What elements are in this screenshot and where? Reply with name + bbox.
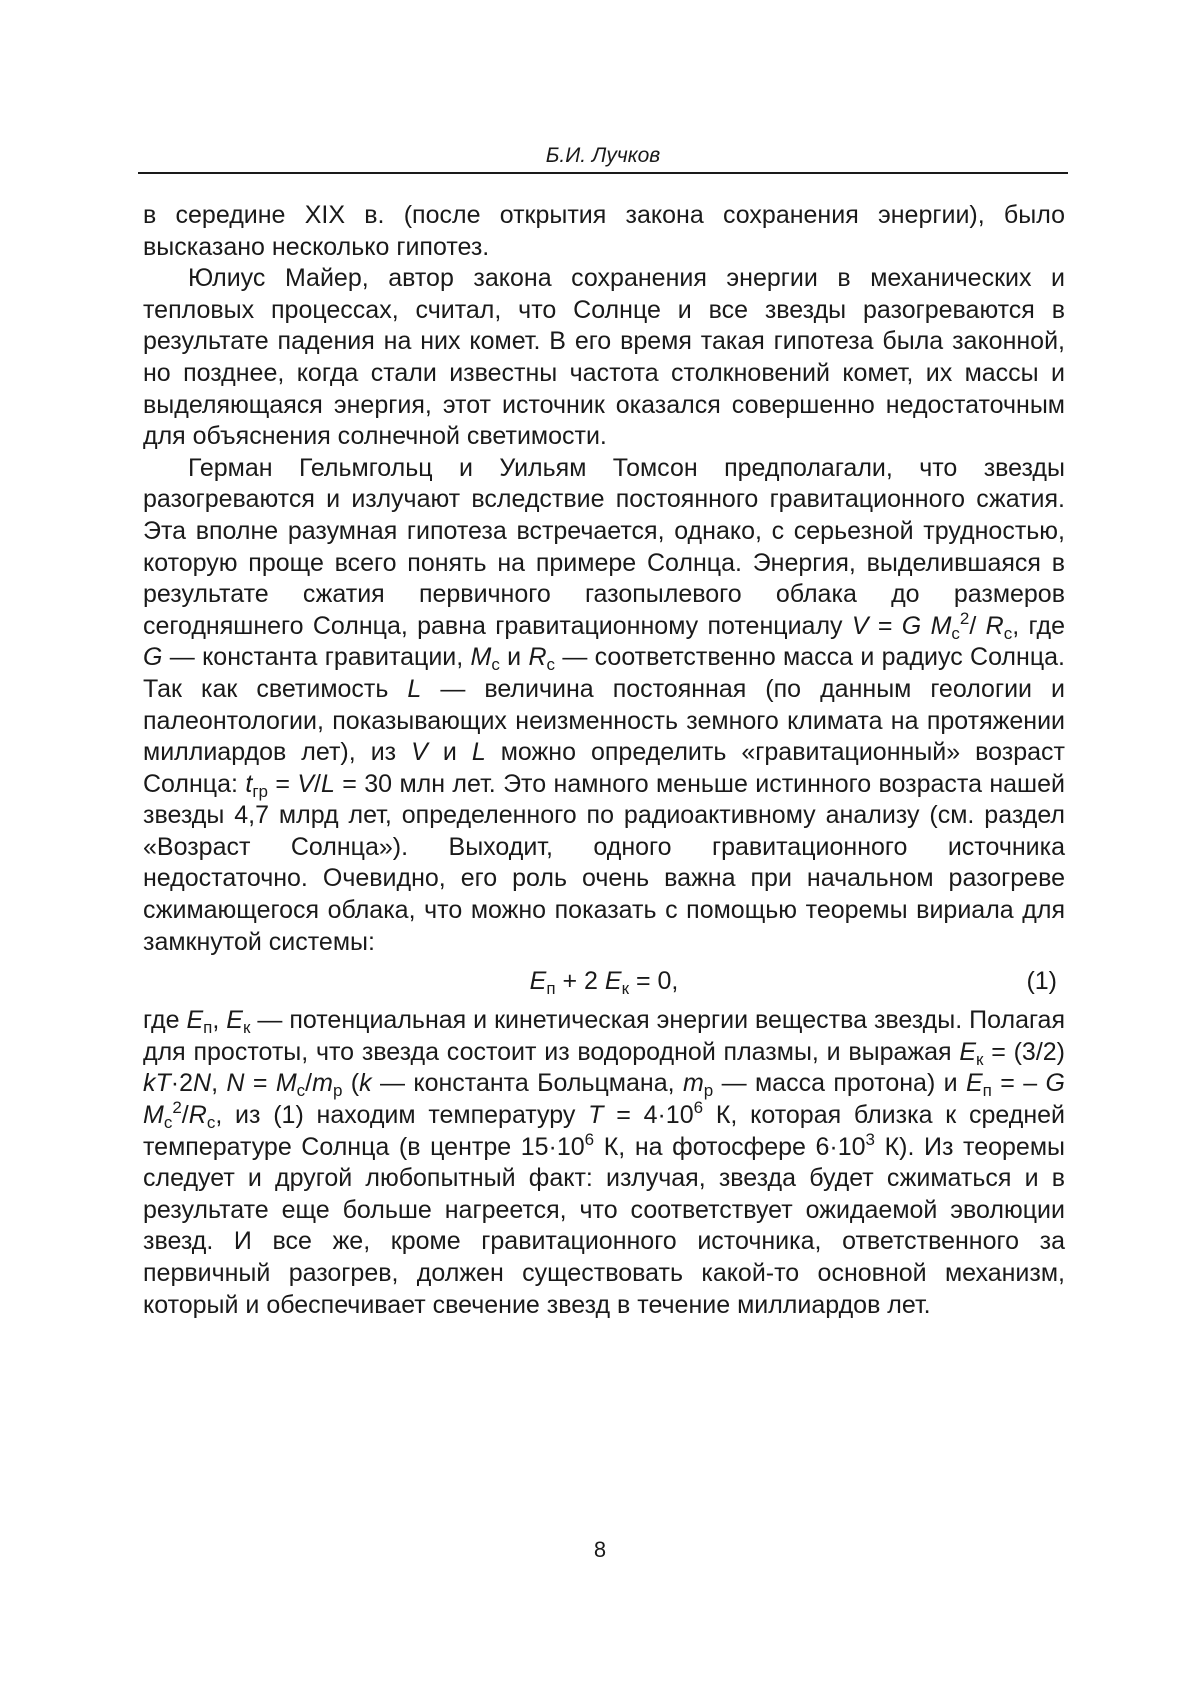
text-run: где xyxy=(143,1006,187,1035)
math-symbol: L xyxy=(407,674,422,703)
math-symbol: V xyxy=(297,769,315,798)
math-operator: + 2 xyxy=(555,967,605,996)
math-subscript: п xyxy=(546,979,556,998)
equation-expression xyxy=(143,958,1065,1005)
math-subscript: к xyxy=(976,1049,984,1069)
math-symbol: t xyxy=(245,769,253,798)
text-run: Герман Гельмгольц и Уильям Томсон предполагали, что звезды разогреваются и излучают вследствие постоянного гравитационного сжатия. Эта вполне разумная гипотеза встречается, однако, с серьезной трудностью, которую проще всего понять на примере Солнца. Энергия, выделившаяся в результате сжатия первичного газопылевого облака до размеров сегодняшнего Солнца, равна гравитационному потенциалу xyxy=(143,453,1065,640)
math-symbol: E xyxy=(965,1069,983,1098)
math-symbol: L xyxy=(320,769,335,798)
paragraph-1 xyxy=(143,200,1065,263)
text-run: — константа гравитации, xyxy=(162,643,471,672)
math-symbol: L xyxy=(471,738,486,767)
page-number: 8 xyxy=(593,1537,607,1562)
equation-1 xyxy=(143,958,1065,1005)
math-symbol: E xyxy=(604,967,622,996)
punctuation: , xyxy=(215,1101,223,1130)
math-subscript: p xyxy=(703,1081,714,1101)
text-run: К). Из теоремы следует и другой любопытный факт: излучая, звезда будет сжиматься и в результате еще больше нагреется, что соответствует ожидаемой эволюции звезд. И все же, кроме гравитационного источника, ответственного за первичный разогрев, должен существовать какой-то основной механизм, который и обеспечивает свечение звезд в течение миллиардов лет. xyxy=(143,1132,1065,1319)
math-symbol: V xyxy=(411,738,428,767)
math-subscript: с xyxy=(163,1112,173,1132)
math-symbol: M xyxy=(470,643,492,672)
math-symbol: R xyxy=(528,643,547,672)
paragraph-4 xyxy=(143,1005,1065,1321)
text-run: — потенциальная и кинетическая энергии вещества звезды. Полагая для простоты, что звезда состоит из водородной плазмы, и выражая xyxy=(143,1006,1065,1066)
text-run: и xyxy=(427,738,472,767)
math-superscript: 2 xyxy=(959,608,970,628)
header-rule xyxy=(138,172,1068,174)
math-symbol: k xyxy=(143,1069,156,1098)
math-operator: ·2 xyxy=(170,1069,194,1098)
math-symbol: T xyxy=(588,1101,604,1130)
text-run: = 30 млн лет. Это намного меньше истинного возраста нашей звезды 4,7 млрд лет, определенного по радиоактивному анализу (см. раздел «Возраст Солнца»). Выходит, одного гравитационного источника недостаточно. Очевидно, его роль очень важна при начальном разогреве сжимающегося облака, что можно показать с помощью теоремы вириала для замкнутой системы: xyxy=(143,769,1065,956)
math-symbol: k xyxy=(359,1069,372,1098)
running-header: Б.И. Лучков xyxy=(545,144,661,167)
math-value: = 4·10 xyxy=(603,1101,694,1130)
math-symbol: m xyxy=(682,1069,704,1098)
math-operator: / xyxy=(314,769,321,798)
text-run: — масса протона) и xyxy=(713,1069,966,1098)
math-symbol: V xyxy=(851,611,869,640)
math-subscript: к xyxy=(621,979,630,998)
math-subscript: с xyxy=(206,1112,216,1132)
text-run: — соответственно масса и радиус Солнца. Так как светимость xyxy=(143,643,1065,703)
math-subscript: гр xyxy=(252,781,268,801)
math-value: 6·10 xyxy=(815,1132,866,1161)
math-subscript: п xyxy=(982,1081,992,1101)
text-run: из (1) находим температуру xyxy=(222,1101,589,1130)
math-operator: = xyxy=(868,611,902,640)
math-subscript: p xyxy=(332,1081,343,1101)
math-symbol: N xyxy=(226,1069,245,1098)
math-value: 15·10 xyxy=(520,1132,585,1161)
punctuation: , xyxy=(1012,611,1020,640)
text-run: ( xyxy=(342,1069,360,1098)
text-run: где xyxy=(1019,611,1065,640)
math-symbol: M xyxy=(143,1101,164,1130)
math-symbol: N xyxy=(193,1069,212,1098)
paragraph-2-text: Юлиус Майер, автор закона сохранения энергии в механических и тепловых процессах, считал, что Солнце и все звезды разогреваются в результате падения на них комет. В его время такая гипотеза была законной, но позднее, когда стали известны частота столкновений комет, их массы и выделяющаяся энергия, этот источник оказался совершенно недостаточным для объяснения солнечной светимости. xyxy=(143,264,1065,451)
math-symbol: G xyxy=(901,611,922,640)
math-operator: = (3/2) xyxy=(983,1037,1065,1066)
math-symbol: R xyxy=(985,611,1004,640)
math-operator: / xyxy=(181,1101,189,1130)
math-symbol: E xyxy=(959,1037,977,1066)
math-symbol: E xyxy=(529,967,547,996)
math-symbol: M xyxy=(930,611,952,640)
text-run: К, которая близка к средней температуре Солнца (в центре xyxy=(143,1101,1065,1161)
math-superscript: 3 xyxy=(865,1129,876,1149)
text-run: можно определить «гравитационный» возраст Солнца: xyxy=(143,738,1066,798)
math-operator: = – xyxy=(991,1069,1046,1098)
math-subscript: с xyxy=(491,655,500,675)
text-run: и xyxy=(499,643,529,672)
punctuation: , xyxy=(211,1069,227,1098)
text-run: — величина постоянная (по данным геологии и палеонтологии, показывающих неизменность земного климата на протяжении миллиардов лет), из xyxy=(143,674,1065,767)
math-subscript: с xyxy=(951,623,960,643)
math-symbol: T xyxy=(155,1069,171,1098)
equation-number: (1) xyxy=(1026,967,1057,996)
math-symbol: M xyxy=(275,1069,297,1098)
paragraph-3 xyxy=(143,453,1065,959)
math-symbol: G xyxy=(1045,1069,1065,1098)
math-subscript: к xyxy=(242,1018,251,1037)
math-subscript: п xyxy=(203,1018,213,1037)
math-symbol: m xyxy=(312,1069,333,1098)
math-superscript: 2 xyxy=(172,1098,182,1118)
math-subscript: с xyxy=(296,1081,306,1101)
math-superscript: 6 xyxy=(584,1129,595,1149)
math-operator: / xyxy=(305,1069,313,1098)
math-symbol: R xyxy=(188,1101,207,1130)
math-subscript: с xyxy=(546,655,556,675)
math-operator: = xyxy=(267,769,298,798)
math-subscript: с xyxy=(1003,623,1013,643)
math-symbol: E xyxy=(226,1006,243,1035)
math-symbol: E xyxy=(186,1006,204,1035)
math-operator: = xyxy=(244,1069,276,1098)
math-operator: = 0, xyxy=(629,967,679,996)
punctuation: , xyxy=(212,1006,227,1035)
paragraph-2 xyxy=(143,263,1065,453)
paragraph-1-text: в середине XIX в. (после открытия закона сохранения энергии), было высказано несколько гипотез. xyxy=(143,201,1065,261)
math-symbol: G xyxy=(143,643,163,672)
text-run: — константа Больцмана, xyxy=(371,1069,683,1098)
text-run: К, на фотосфере xyxy=(594,1132,816,1161)
math-superscript: 6 xyxy=(693,1098,704,1118)
body-text xyxy=(143,200,1065,1321)
math-operator: / xyxy=(969,611,986,640)
